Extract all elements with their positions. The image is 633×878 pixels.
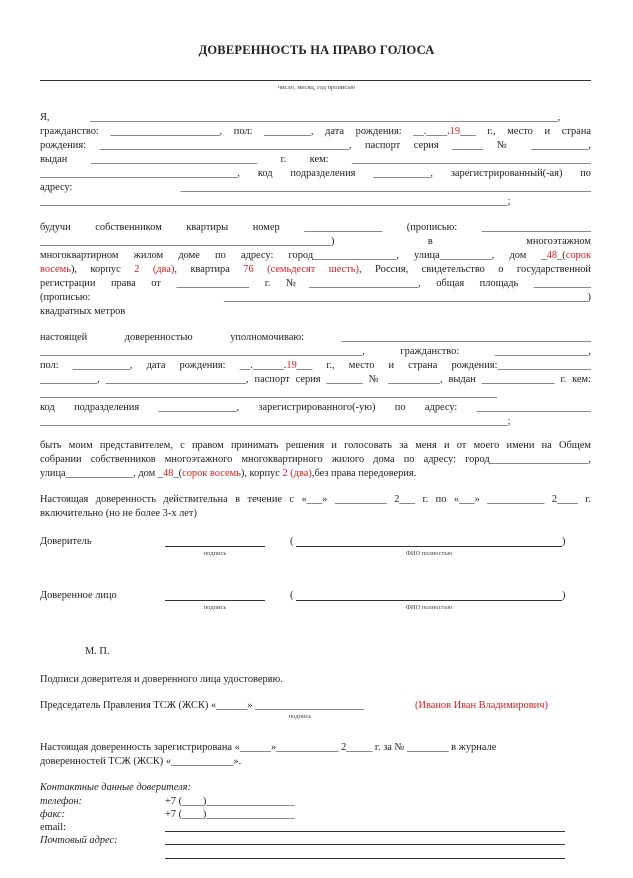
agent-line-1: настоящей доверенностью уполномочиваю: ________________________________________________: [40, 332, 591, 343]
agent-name-open-bracket: (: [290, 590, 294, 601]
agent-line-7: __________________________________________________________________________________________;: [40, 416, 511, 427]
date-caption: число, месяц, год прописью: [277, 84, 356, 91]
agent-line-2: ______________________________________________________________, гражданство: __________________,: [40, 346, 591, 357]
principal-name-close-bracket: ): [562, 536, 566, 547]
agent-name-caption: ФИО полностью: [405, 604, 453, 611]
principal-line-2: гражданство: _____________________, пол: _________, дата рождения: __.____.19___ г., место и страна: [40, 126, 591, 137]
stamp-place: М. П.: [85, 646, 110, 657]
owner-line-4: восемь), корпус 2 (два), квартира 76 (семьдесят шесть), Россия, свидетельство о государственной: [40, 264, 591, 275]
principal-line-4: выдан ________________________________ г. кем: ______________________________________________: [40, 154, 591, 165]
document-title: ДОВЕРЕННОСТЬ НА ПРАВО ГОЛОСА: [198, 43, 435, 57]
agent-name-close-bracket: ): [562, 590, 566, 601]
chairman-line: Председатель Правления ТСЖ (ЖСК) «______» _____________________ (Иванов Иван Владимирович): [40, 700, 548, 711]
contacts-fax-label: факс:: [40, 809, 66, 820]
principal-line-7: __________________________________________________________________________________________;: [40, 196, 511, 207]
representative-line-2: собрании собственников многоэтажного многоквартирного жилого дома по адресу: город___________________,: [40, 454, 591, 465]
representative-line-1: быть моим представителем, с правом принимать решения и голосовать за меня и от моего имени на Общем: [40, 440, 591, 451]
chairman-name: (Иванов Иван Владимирович): [415, 700, 548, 711]
registration-line-2: доверенностей ТСЖ (ЖСК) «____________».: [40, 756, 242, 767]
agent-line-3: пол: ___________, дата рождения: __.______.19___ г., место и страна рождения:__________________: [40, 360, 591, 371]
principal-line-1: Я, __________________________________________________________________________________________,: [40, 112, 561, 123]
agent-name-line: [296, 600, 562, 601]
certify-text: Подписи доверителя и доверенного лица удостоверяю.: [40, 674, 283, 685]
agent-signature-line: [165, 600, 265, 601]
principal-signature-caption: подпись: [203, 550, 227, 557]
contacts-address-label: Почтовый адрес:: [40, 835, 118, 846]
owner-line-1: будучи собственником квартиры номер _______________ (прописью: _____________________: [40, 222, 591, 233]
chairman-signature-caption: подпись: [288, 713, 312, 720]
owner-line-5: регистрации права от ______________ г. №_____________________, общая площадь ___________: [40, 278, 591, 289]
contacts-phone-value: +7 (____)_________________: [165, 796, 295, 807]
owner-line-6: (прописью: ______________________________________________________________________): [40, 292, 591, 303]
agent-line-6: код подразделения _______________, зарегистрированного(-ую) по адресу: ______________________: [40, 402, 591, 413]
agent-signature-caption: подпись: [203, 604, 227, 611]
contacts-phone-label: телефон:: [40, 796, 83, 807]
principal-line-6: адресу: _______________________________________________________________________________: [40, 182, 591, 193]
registration-line-1: Настоящая доверенность зарегистрирована «______»____________ 2_____ г. за № ________ в журнале: [40, 742, 497, 753]
owner-line-3: многоквартирном жилом доме по адресу: город________________, улица__________, дом _48_(сорок: [40, 250, 591, 261]
principal-line-3: рождения: ________________________________________________, паспорт серия ______ № ___________,: [40, 140, 591, 151]
principal-name-open-bracket: (: [290, 536, 294, 547]
contacts-heading: Контактные данные доверителя:: [40, 782, 191, 793]
owner-line-7: квадратных метров: [40, 306, 126, 317]
agent-line-5: ________________________________________________________________________________________: [40, 388, 498, 399]
principal-signature-line: [165, 546, 265, 547]
contacts-address-line-1: [165, 844, 565, 845]
owner-line-2: ________________________________________________________) в многоэтажном: [40, 236, 591, 247]
principal-name-line: [296, 546, 562, 547]
validity-line-1: Настоящая доверенность действительна в течение с «___» __________ 2___ г. по «___» ___________ 2____ г.: [40, 494, 591, 505]
contacts-address-line-2: [165, 858, 565, 859]
principal-name-caption: ФИО полностью: [405, 550, 453, 557]
contacts-email-line: [165, 831, 565, 832]
principal-signature-label: Доверитель: [40, 536, 92, 547]
contacts-email-label: email:: [40, 822, 66, 833]
contacts-fax-value: +7 (____)_________________: [165, 809, 295, 820]
representative-line-3: улица_____________, дом _48_(сорок восемь), корпус 2 (два),без права передоверия.: [40, 468, 417, 479]
agent-signature-label: Доверенное лицо: [40, 590, 117, 601]
validity-line-2: включительно (но не более 3-х лет): [40, 508, 197, 519]
date-line: [40, 80, 591, 81]
agent-line-4: ___________, ___________________________, паспорт серия _______ № __________, выдан ______________ г. кем:: [40, 374, 591, 385]
principal-line-5: ______________________________________, код подразделения ___________, зарегистрированный(-ая) по: [40, 168, 591, 179]
